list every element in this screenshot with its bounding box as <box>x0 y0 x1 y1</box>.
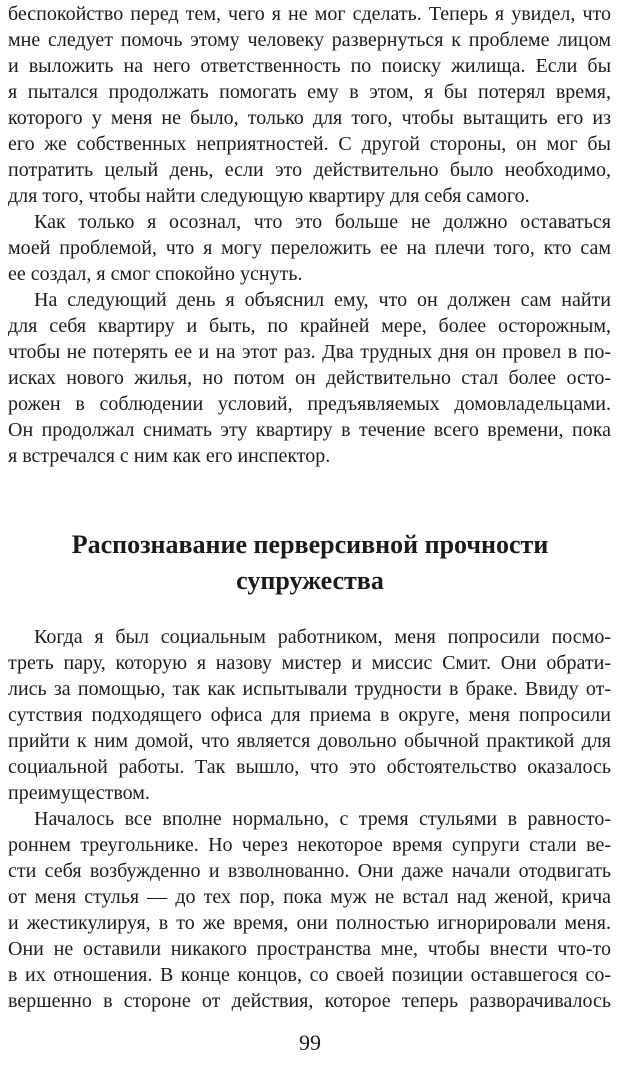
text-line: сти себя возбужденно и взволнованно. Они даже начали отодвигать <box>8 860 611 882</box>
paragraph-first-line: Когда я был социальным работником, меня попросили посмо- <box>34 626 611 648</box>
text-line: треть пару, которую я назову мистер и миссис Смит. Они обрати- <box>8 652 611 674</box>
text-line: исках нового жилья, но потом он действительно стал более осто- <box>8 367 611 389</box>
text-line: потратить целый день, если это действительно было необходимо, <box>8 159 611 181</box>
section-heading-line-1: Распознавание перверсивной прочности <box>71 530 549 559</box>
text-line: и выложить на него ответственность по поиску жилища. Если бы <box>8 55 611 77</box>
text-line: для себя квартиру и быть, по крайней мере, более осторожным, <box>8 315 611 337</box>
text-line: беспокойство перед тем, чего я не мог сделать. Теперь я увидел, что <box>8 3 611 25</box>
text-line: сутствия подходящего офиса для приема в округе, меня попросили <box>8 704 611 726</box>
text-line: которого у меня не было, только для того, чтобы вытащить его из <box>8 107 611 129</box>
text-line: прийти к ним домой, что является довольно обычной практикой для <box>8 730 611 752</box>
text-line: Он продолжал снимать эту квартиру в течение всего времени, пока <box>8 419 611 441</box>
text-line: лись за помощью, так как испытывали трудности в браке. Ввиду от- <box>8 678 611 700</box>
text-line: от меня стулья — до тех пор, пока муж не встал над женой, крича <box>8 886 611 908</box>
text-line: я пытался продолжать помогать ему в этом, я бы потерял время, <box>8 81 611 103</box>
text-line: преимуществом. <box>8 782 150 804</box>
text-line: роннем треугольнике. Но через некоторое время супруги стали ве- <box>8 834 611 856</box>
paragraph-first-line: Как только я осознал, что это больше не должно оставаться <box>34 211 611 233</box>
text-line: моей проблемой, что я могу переложить ее на плечи того, кто сам <box>8 237 611 259</box>
text-line: ее создал, я смог спокойно уснуть. <box>8 263 303 285</box>
text-line: социальной работы. Так вышло, что это обстоятельство оказалось <box>8 756 611 778</box>
text-line: я встречался с ним как его инспектор. <box>8 445 331 467</box>
text-line: его же собственных неприятностей. С другой стороны, он мог бы <box>8 133 611 155</box>
text-line: чтобы не потерять ее и на этот раз. Два трудных дня он провел в по- <box>8 341 611 363</box>
text-line: и жестикулируя, в то же время, они полностью игнорировали меня. <box>8 912 611 934</box>
text-line: в их отношения. В конце концов, со своей позиции оставшегося со- <box>8 964 611 986</box>
page-number: 99 <box>299 1030 321 1055</box>
section-heading-line-2: супружества <box>236 566 384 595</box>
paragraph-first-line: Началось все вполне нормально, с тремя стульями в равносто- <box>34 808 611 830</box>
text-line: вершенно в стороне от действия, которое теперь разворачивалось <box>8 990 611 1012</box>
text-line: мне следует помочь этому человеку развернуться к проблеме лицом <box>8 29 611 51</box>
paragraph-first-line: На следующий день я объяснил ему, что он должен сам найти <box>34 289 611 311</box>
text-line: Они не оставили никакого пространства мне, чтобы внести что-то <box>8 938 611 960</box>
text-line: для того, чтобы найти следующую квартиру для себя самого. <box>8 185 530 207</box>
text-line: рожен в соблюдении условий, предъявляемых домовладельцами. <box>8 393 611 415</box>
